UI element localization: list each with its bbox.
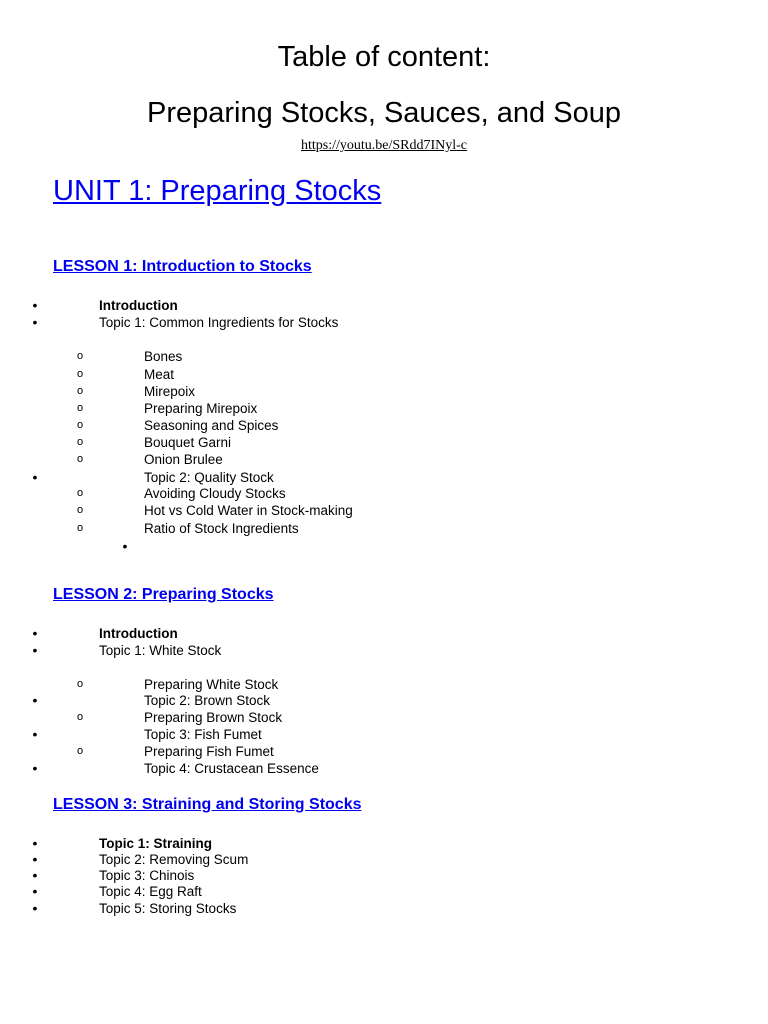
video-link[interactable]: https://youtu.be/SRdd7INyl-c (300, 138, 468, 153)
lesson-2-link[interactable]: LESSON 2: Preparing Stocks (53, 586, 274, 603)
bullet-icon: • (122, 538, 128, 554)
circle-bullet-icon: o (76, 350, 84, 362)
bullet-icon: • (32, 867, 38, 883)
list-item: o Hot vs Cold Water in Stock-making (0, 502, 768, 519)
bullet-icon: • (32, 851, 38, 867)
bullet-icon: • (32, 297, 38, 313)
bullet-icon: • (32, 900, 38, 916)
circle-bullet-icon: o (76, 711, 84, 723)
list-item: • Topic 4: Crustacean Essence (0, 760, 768, 777)
list-item: • Topic 2: Quality Stock (0, 469, 768, 486)
bullet-icon: • (32, 692, 38, 708)
list-item: o Ratio of Stock Ingredients (0, 520, 768, 537)
list-item: o Meat (0, 366, 768, 383)
page-title: Table of content: (277, 41, 491, 73)
circle-bullet-icon: o (76, 453, 84, 465)
circle-bullet-icon: o (76, 745, 84, 757)
list-item: o Preparing Mirepoix (0, 400, 768, 417)
circle-bullet-icon: o (76, 678, 84, 690)
bullet-icon: • (32, 625, 38, 641)
list-item: o Bones (0, 348, 768, 365)
bullet-icon: • (32, 835, 38, 851)
list-item: • Introduction (0, 297, 768, 314)
circle-bullet-icon: o (76, 419, 84, 431)
list-item: • Topic 3: Chinois (0, 867, 768, 884)
bullet-icon: • (32, 883, 38, 899)
unit-1-link[interactable]: UNIT 1: Preparing Stocks (53, 175, 382, 207)
circle-bullet-icon: o (76, 368, 84, 380)
list-item: o Avoiding Cloudy Stocks (0, 485, 768, 502)
list-item: o Mirepoix (0, 383, 768, 400)
list-item: • Topic 5: Storing Stocks (0, 900, 768, 917)
list-item: o Preparing Brown Stock (0, 709, 768, 726)
bullet-icon: • (32, 726, 38, 742)
list-item: • Introduction (0, 625, 768, 642)
circle-bullet-icon: o (76, 522, 84, 534)
list-item: • Topic 2: Brown Stock (0, 692, 768, 709)
list-item: o Bouquet Garni (0, 434, 768, 451)
list-item: • Topic 4: Egg Raft (0, 883, 768, 900)
list-item: o Preparing Fish Fumet (0, 743, 768, 760)
list-item: • Topic 3: Fish Fumet (0, 726, 768, 743)
page-subtitle: Preparing Stocks, Sauces, and Soup (147, 97, 621, 129)
bullet-icon: • (32, 760, 38, 776)
lesson-3-link[interactable]: LESSON 3: Straining and Storing Stocks (53, 796, 362, 813)
empty-list-item (0, 538, 768, 555)
bullet-icon: • (32, 642, 38, 658)
circle-bullet-icon: o (76, 436, 84, 448)
circle-bullet-icon: o (76, 504, 84, 516)
list-item: o Onion Brulee (0, 451, 768, 468)
circle-bullet-icon: o (76, 487, 84, 499)
bullet-icon: • (32, 314, 38, 330)
circle-bullet-icon: o (76, 385, 84, 397)
list-item: • Topic 1: Straining (0, 835, 768, 852)
list-item: • Topic 1: Common Ingredients for Stocks (0, 314, 768, 331)
circle-bullet-icon: o (76, 402, 84, 414)
list-item: o Seasoning and Spices (0, 417, 768, 434)
list-item: • Topic 2: Removing Scum (0, 851, 768, 868)
list-item: o Preparing White Stock (0, 676, 768, 693)
bullet-icon: • (32, 469, 38, 485)
list-item: • Topic 1: White Stock (0, 642, 768, 659)
lesson-1-link[interactable]: LESSON 1: Introduction to Stocks (53, 258, 312, 275)
